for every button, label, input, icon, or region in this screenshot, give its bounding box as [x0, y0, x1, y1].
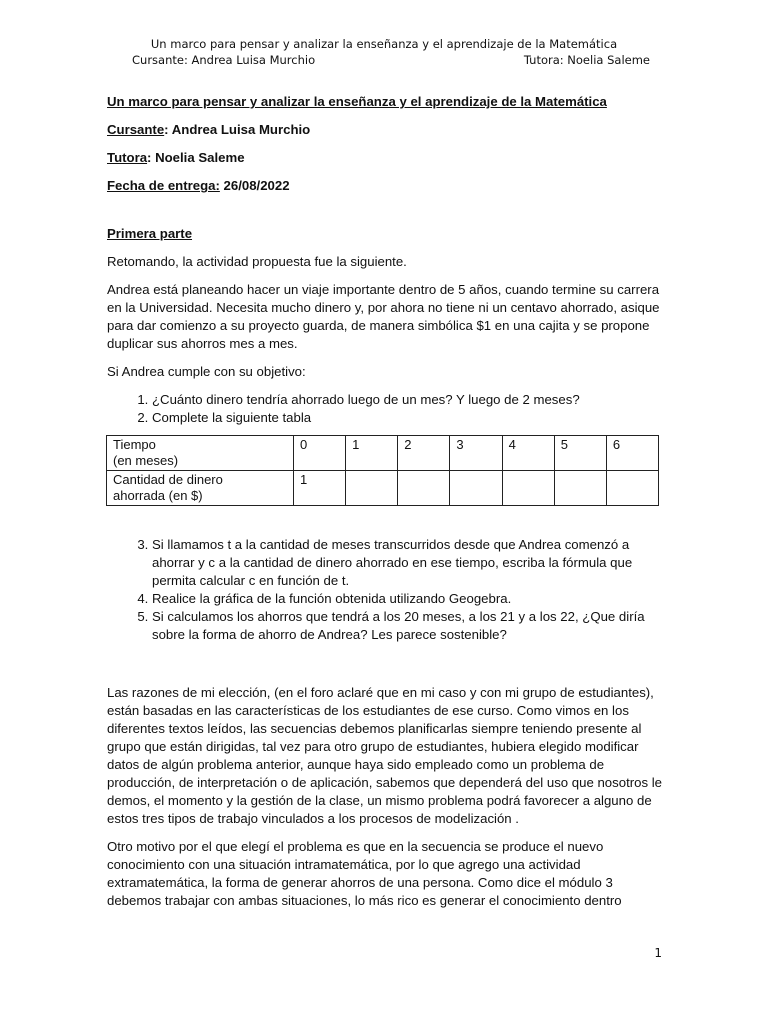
table-row [107, 436, 659, 471]
running-header-title: Un marco para pensar y analizar la enseñanza y el aprendizaje de la Matemática [150, 37, 618, 51]
tutora-label: Tutora [107, 150, 148, 165]
table-cell: 4 [502, 436, 554, 471]
reasons-paragraph: Las razones de mi elección, (en el foro aclaré que en mi caso y con mi grupo de estudiantes), están basadas en las características de los estudiantes de ese curso. Como vimos en los diferentes textos leídos, las secuencias debemos planificarlas siempre teniendo presente al grupo que están dirigidas, tal vez para otro grupo de estudiantes, hubiera elegido modificar datos de algún problema anterior, aunque haya sido empleado como un problema de producción, de interpretación o de aplicación, sabemos que dependerá del uso que nosotros le demos, el momento y la gestión de la clase, un mismo problema podrá favorecer a alguno de estos tres tipos de trabajo vinculados a los procesos de modelización . [107, 685, 662, 826]
table-label-line: Tiempo [113, 437, 156, 452]
running-header-row [0, 52, 768, 68]
table-row-label [107, 436, 294, 471]
table-cell: 2 [398, 436, 450, 471]
table-cell [502, 471, 554, 506]
section-title: Primera parte [107, 226, 193, 241]
table-label-line: Cantidad de dinero [113, 472, 223, 487]
document-title [107, 93, 663, 111]
table-cell [450, 471, 502, 506]
table-cell [606, 471, 658, 506]
table-cell: 1 [294, 471, 346, 506]
document-body [107, 93, 663, 920]
table-cell: 5 [554, 436, 606, 471]
questions-list-a [107, 391, 663, 427]
table-label-line: (en meses) [113, 453, 179, 468]
running-header-tutor: Tutora: Noelia Saleme [523, 53, 650, 67]
document-title-text: Un marco para pensar y analizar la enseñanza y el aprendizaje de la Matemática [107, 94, 607, 109]
table-label-line: ahorrada (en $) [113, 488, 203, 503]
fecha-value: 26/08/2022 [219, 178, 290, 193]
problem-paragraph: Andrea está planeando hacer un viaje importante dentro de 5 años, cuando termine su carrera en la Universidad. Necesita mucho dinero y, por ahora no tiene ni un centavo ahorrado, asique para dar comienzo a su proyecto guarda, de manera simbólica $1 en una cajita y se propone duplicar sus ahorros mes a mes. [107, 282, 660, 351]
savings-table [106, 435, 659, 506]
intro-paragraph: Retomando, la actividad propuesta fue la siguiente. [107, 254, 407, 269]
table-cell [398, 471, 450, 506]
list-item: 3. Si llamamos t a la cantidad de meses transcurridos desde que Andrea comenzó a ahorrar y c a la cantidad de dinero ahorrado en ese tiempo, escriba la fórmula que permita calcular c en función de t. [152, 536, 663, 590]
table-cell: 0 [294, 436, 346, 471]
table-cell: 6 [606, 436, 658, 471]
tutora-value: : Noelia Saleme [147, 150, 245, 165]
condition-paragraph: Si Andrea cumple con su objetivo: [107, 364, 306, 379]
page-number: 1 [654, 946, 662, 960]
table-cell: 3 [450, 436, 502, 471]
list-item: 2. Complete la siguiente tabla [152, 409, 663, 427]
list-item: 5. Si calculamos los ahorros que tendrá a los 20 meses, a los 21 y a los 22, ¿Que diría sobre la forma de ahorro de Andrea? Les parece sostenible? [152, 608, 663, 644]
questions-list-b [107, 536, 663, 644]
cursante-line [107, 121, 663, 139]
fecha-label: Fecha de entrega: [107, 178, 220, 193]
table-cell [554, 471, 606, 506]
table-cell [346, 471, 398, 506]
table-row [107, 471, 659, 506]
list-item: 4. Realice la gráfica de la función obtenida utilizando Geogebra. [152, 590, 663, 608]
other-motive-paragraph: Otro motivo por el que elegí el problema es que en la secuencia se produce el nuevo conocimiento con una situación intramatemática, por lo que agrego una actividad extramatemática, la forma de generar ahorros de una persona. Como dice el módulo 3 debemos trabajar con ambas situaciones, lo más rico es generar el conocimiento dentro [107, 839, 622, 908]
running-header-student: Cursante: Andrea Luisa Murchio [132, 53, 316, 67]
running-header [0, 36, 768, 68]
cursante-label: Cursante [107, 122, 165, 137]
tutora-line [107, 149, 663, 167]
list-item: 1. ¿Cuánto dinero tendría ahorrado luego de un mes? Y luego de 2 meses? [152, 391, 663, 409]
fecha-line [107, 177, 663, 195]
cursante-value: : Andrea Luisa Murchio [164, 122, 311, 137]
table-cell: 1 [346, 436, 398, 471]
table-row-label [107, 471, 294, 506]
